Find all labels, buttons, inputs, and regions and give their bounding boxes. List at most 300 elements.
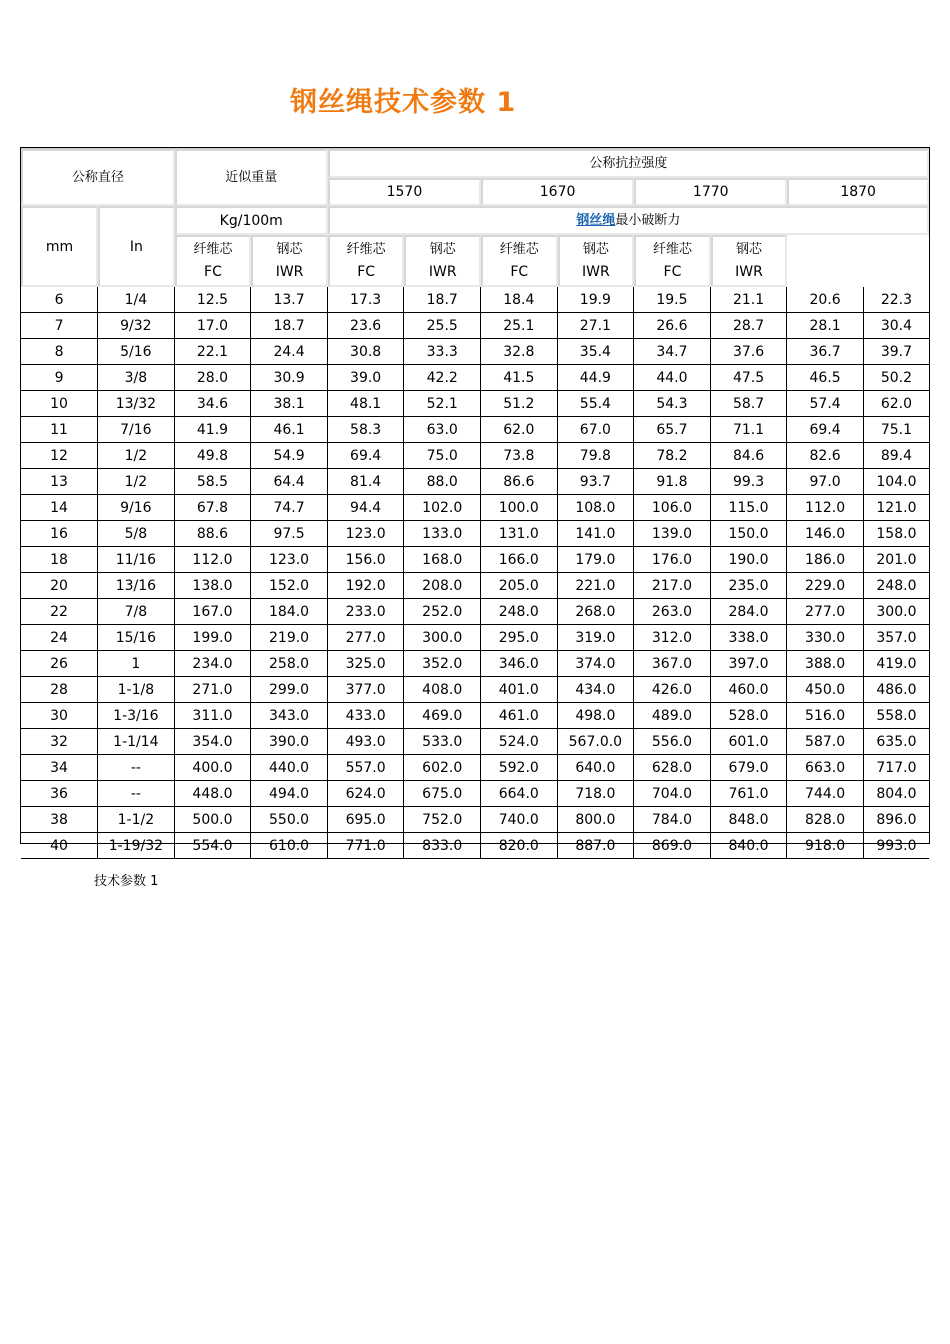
table-row (21, 625, 929, 651)
table-cell: 12 (21, 443, 98, 469)
table-cell: 41.5 (481, 365, 558, 391)
header-steel-core (251, 235, 328, 287)
table-cell: 434.0 (558, 677, 635, 703)
table-cell: 93.7 (558, 469, 635, 495)
table-cell: 152.0 (251, 573, 328, 599)
table-cell: 201.0 (864, 547, 929, 573)
table-row (21, 729, 929, 755)
table-row (21, 833, 929, 859)
table-row (21, 677, 929, 703)
table-cell: 784.0 (634, 807, 711, 833)
table-cell: 25.1 (481, 313, 558, 339)
table-cell: 44.0 (634, 365, 711, 391)
table-cell: 133.0 (404, 521, 481, 547)
table-cell: -- (98, 755, 175, 781)
table-cell: 312.0 (634, 625, 711, 651)
table-cell: 14 (21, 495, 98, 521)
table-cell: 828.0 (787, 807, 864, 833)
table-cell: 524.0 (481, 729, 558, 755)
table-cell: 268.0 (558, 599, 635, 625)
table-cell: 7 (21, 313, 98, 339)
header-grade-1870: 1870 (787, 178, 929, 206)
table-cell: 190.0 (711, 547, 788, 573)
header-unit-in: In (98, 206, 175, 287)
table-row (21, 755, 929, 781)
table-cell: 86.6 (481, 469, 558, 495)
header-nominal-diameter: 公称直径 (21, 149, 175, 206)
table-cell: 7/8 (98, 599, 175, 625)
table-cell: 18.7 (404, 287, 481, 313)
table-cell: 1/2 (98, 469, 175, 495)
table-cell: -- (98, 781, 175, 807)
table-row (21, 573, 929, 599)
table-cell: 13/32 (98, 391, 175, 417)
table-cell: 94.4 (328, 495, 405, 521)
table-cell: 440.0 (251, 755, 328, 781)
table-cell: 34 (21, 755, 98, 781)
fiber-core-label: 纤维芯 (346, 242, 386, 257)
steel-core-code: IWR (735, 264, 763, 280)
table-cell: 106.0 (634, 495, 711, 521)
table-cell: 419.0 (864, 651, 929, 677)
table-cell: 48.1 (328, 391, 405, 417)
table-cell: 82.6 (787, 443, 864, 469)
table-cell: 3/8 (98, 365, 175, 391)
table-cell: 158.0 (864, 521, 929, 547)
table-cell: 587.0 (787, 729, 864, 755)
table-cell: 26 (21, 651, 98, 677)
table-cell: 896.0 (864, 807, 929, 833)
table-cell: 44.9 (558, 365, 635, 391)
table-cell: 38.1 (251, 391, 328, 417)
table-cell: 516.0 (787, 703, 864, 729)
header-steel-core (711, 235, 788, 287)
table-cell: 138.0 (175, 573, 252, 599)
table-cell: 46.5 (787, 365, 864, 391)
table-cell: 24 (21, 625, 98, 651)
table-cell: 295.0 (481, 625, 558, 651)
table-cell: 67.0 (558, 417, 635, 443)
table-cell: 42.2 (404, 365, 481, 391)
table-cell: 63.0 (404, 417, 481, 443)
table-row (21, 469, 929, 495)
table-cell: 49.8 (175, 443, 252, 469)
table-cell: 30.9 (251, 365, 328, 391)
table-cell: 36.7 (787, 339, 864, 365)
table-cell: 69.4 (328, 443, 405, 469)
fiber-core-code: FC (663, 264, 682, 280)
table-cell: 602.0 (404, 755, 481, 781)
page-title: 钢丝绳技术参数 1 (290, 87, 517, 118)
table-cell: 41.9 (175, 417, 252, 443)
table-cell: 176.0 (634, 547, 711, 573)
table-cell: 7/16 (98, 417, 175, 443)
table-cell: 21.1 (711, 287, 788, 313)
header-min-breaking-force-label: 最小破断力 (615, 212, 681, 228)
table-cell: 89.4 (864, 443, 929, 469)
table-cell: 426.0 (634, 677, 711, 703)
table-cell: 8 (21, 339, 98, 365)
table-cell: 752.0 (404, 807, 481, 833)
table-row (21, 521, 929, 547)
table-cell: 1/2 (98, 443, 175, 469)
table-cell: 217.0 (634, 573, 711, 599)
table-row (21, 339, 929, 365)
table-cell: 199.0 (175, 625, 252, 651)
table-cell: 1-19/32 (98, 833, 175, 859)
table-cell: 469.0 (404, 703, 481, 729)
table-cell: 284.0 (711, 599, 788, 625)
table-cell: 628.0 (634, 755, 711, 781)
table-cell: 408.0 (404, 677, 481, 703)
table-cell: 343.0 (251, 703, 328, 729)
table-cell: 567.0.0 (558, 729, 635, 755)
table-cell: 97.0 (787, 469, 864, 495)
steel-core-label: 钢芯 (582, 242, 609, 257)
fiber-core-label: 纤维芯 (499, 242, 539, 257)
table-cell: 88.6 (175, 521, 252, 547)
table-cell: 50.2 (864, 365, 929, 391)
table-cell: 64.4 (251, 469, 328, 495)
table-cell: 58.3 (328, 417, 405, 443)
table-cell: 32.8 (481, 339, 558, 365)
table-cell: 75.1 (864, 417, 929, 443)
table-cell: 5/8 (98, 521, 175, 547)
table-row (21, 365, 929, 391)
table-cell: 258.0 (251, 651, 328, 677)
table-cell: 6 (21, 287, 98, 313)
table-row (21, 651, 929, 677)
table-cell: 1-1/14 (98, 729, 175, 755)
table-row (21, 547, 929, 573)
steel-core-label: 钢芯 (429, 242, 456, 257)
table-cell: 112.0 (787, 495, 864, 521)
table-cell: 804.0 (864, 781, 929, 807)
table-row (21, 443, 929, 469)
table-cell: 397.0 (711, 651, 788, 677)
table-cell: 663.0 (787, 755, 864, 781)
table-cell: 494.0 (251, 781, 328, 807)
table-cell: 123.0 (328, 521, 405, 547)
header-steel-core (558, 235, 635, 287)
table-cell: 374.0 (558, 651, 635, 677)
table-cell: 19.9 (558, 287, 635, 313)
table-cell: 848.0 (711, 807, 788, 833)
table-cell: 601.0 (711, 729, 788, 755)
table-cell: 679.0 (711, 755, 788, 781)
table-cell: 330.0 (787, 625, 864, 651)
table-cell: 761.0 (711, 781, 788, 807)
header-grade-1670: 1670 (481, 178, 634, 206)
table-cell: 69.4 (787, 417, 864, 443)
table-cell: 500.0 (175, 807, 252, 833)
table-cell: 131.0 (481, 521, 558, 547)
table-cell: 1-1/2 (98, 807, 175, 833)
table-cell: 550.0 (251, 807, 328, 833)
table-cell: 141.0 (558, 521, 635, 547)
table-cell: 833.0 (404, 833, 481, 859)
table-cell: 221.0 (558, 573, 635, 599)
table-cell: 73.8 (481, 443, 558, 469)
steel-core-label: 钢芯 (276, 242, 303, 257)
table-cell: 624.0 (328, 781, 405, 807)
table-cell: 33.3 (404, 339, 481, 365)
table-cell: 820.0 (481, 833, 558, 859)
table-cell: 235.0 (711, 573, 788, 599)
table-cell: 15/16 (98, 625, 175, 651)
table-cell: 179.0 (558, 547, 635, 573)
table-cell: 51.2 (481, 391, 558, 417)
table-row (21, 391, 929, 417)
table-cell: 704.0 (634, 781, 711, 807)
table-cell: 25.5 (404, 313, 481, 339)
table-cell: 38 (21, 807, 98, 833)
table-cell: 717.0 (864, 755, 929, 781)
table-cell: 108.0 (558, 495, 635, 521)
table-row (21, 313, 929, 339)
table-cell: 62.0 (864, 391, 929, 417)
table-cell: 9 (21, 365, 98, 391)
table-cell: 9/16 (98, 495, 175, 521)
fiber-core-label: 纤维芯 (193, 242, 233, 257)
table-cell: 39.0 (328, 365, 405, 391)
table-cell: 79.8 (558, 443, 635, 469)
table-cell: 918.0 (787, 833, 864, 859)
table-cell: 167.0 (175, 599, 252, 625)
table-cell: 20.6 (787, 287, 864, 313)
table-cell: 1-1/8 (98, 677, 175, 703)
table-cell: 993.0 (864, 833, 929, 859)
table-cell: 205.0 (481, 573, 558, 599)
table-cell: 357.0 (864, 625, 929, 651)
footnote: 技术参数 1 (94, 874, 159, 889)
table-row (21, 417, 929, 443)
table-cell: 695.0 (328, 807, 405, 833)
table-cell: 99.3 (711, 469, 788, 495)
header-weight-unit: Kg/100m (175, 206, 328, 235)
header-fiber-core (328, 235, 405, 287)
table-cell: 16 (21, 521, 98, 547)
steel-core-code: IWR (428, 264, 457, 280)
table-cell: 55.4 (558, 391, 635, 417)
header-grade-1570: 1570 (328, 178, 481, 206)
table-cell: 184.0 (251, 599, 328, 625)
table-cell: 800.0 (558, 807, 635, 833)
table-cell: 46.1 (251, 417, 328, 443)
table-cell: 718.0 (558, 781, 635, 807)
header-steel-core (404, 235, 481, 287)
table-cell: 610.0 (251, 833, 328, 859)
table-cell: 71.1 (711, 417, 788, 443)
table-cell: 34.6 (175, 391, 252, 417)
table-cell: 84.6 (711, 443, 788, 469)
table-cell: 664.0 (481, 781, 558, 807)
table-cell: 528.0 (711, 703, 788, 729)
table-cell: 401.0 (481, 677, 558, 703)
table-cell: 17.0 (175, 313, 252, 339)
table-cell: 36 (21, 781, 98, 807)
table-row (21, 287, 929, 313)
table-cell: 635.0 (864, 729, 929, 755)
table-cell: 675.0 (404, 781, 481, 807)
table-cell: 97.5 (251, 521, 328, 547)
table-cell: 486.0 (864, 677, 929, 703)
table-cell: 32 (21, 729, 98, 755)
table-cell: 219.0 (251, 625, 328, 651)
table-cell: 150.0 (711, 521, 788, 547)
table-cell: 58.5 (175, 469, 252, 495)
header-approx-weight: 近似重量 (175, 149, 328, 206)
table-cell: 75.0 (404, 443, 481, 469)
header-fiber-core (175, 235, 252, 287)
table-cell: 17.3 (328, 287, 405, 313)
table-cell: 460.0 (711, 677, 788, 703)
table-cell: 299.0 (251, 677, 328, 703)
table-cell: 28 (21, 677, 98, 703)
table-cell: 352.0 (404, 651, 481, 677)
table-cell: 102.0 (404, 495, 481, 521)
table-cell: 30.8 (328, 339, 405, 365)
table-cell: 11/16 (98, 547, 175, 573)
table-cell: 35.4 (558, 339, 635, 365)
table-cell: 1 (98, 651, 175, 677)
table-cell: 104.0 (864, 469, 929, 495)
table-cell: 377.0 (328, 677, 405, 703)
table-cell: 74.7 (251, 495, 328, 521)
table-cell: 338.0 (711, 625, 788, 651)
table-cell: 18.7 (251, 313, 328, 339)
table-cell: 146.0 (787, 521, 864, 547)
table-cell: 34.7 (634, 339, 711, 365)
table-cell: 39.7 (864, 339, 929, 365)
table-cell: 40 (21, 833, 98, 859)
table-cell: 234.0 (175, 651, 252, 677)
table-cell: 20 (21, 573, 98, 599)
table-cell: 13.7 (251, 287, 328, 313)
table-cell: 233.0 (328, 599, 405, 625)
table-cell: 533.0 (404, 729, 481, 755)
table-cell: 5/16 (98, 339, 175, 365)
table-cell: 869.0 (634, 833, 711, 859)
table-cell: 556.0 (634, 729, 711, 755)
table-cell: 30 (21, 703, 98, 729)
table-cell: 1/4 (98, 287, 175, 313)
table-cell: 771.0 (328, 833, 405, 859)
table-cell: 1-3/16 (98, 703, 175, 729)
table-row (21, 703, 929, 729)
table-cell: 300.0 (404, 625, 481, 651)
table-cell: 390.0 (251, 729, 328, 755)
header-fiber-core (481, 235, 558, 287)
table-cell: 100.0 (481, 495, 558, 521)
table-cell: 166.0 (481, 547, 558, 573)
header-grade-1770: 1770 (634, 178, 787, 206)
table-cell: 248.0 (864, 573, 929, 599)
wire-rope-link[interactable]: 钢丝绳 (576, 212, 616, 228)
table-cell: 23.6 (328, 313, 405, 339)
table-cell: 13/16 (98, 573, 175, 599)
table-cell: 65.7 (634, 417, 711, 443)
table-cell: 115.0 (711, 495, 788, 521)
table-cell: 192.0 (328, 573, 405, 599)
table-cell: 28.0 (175, 365, 252, 391)
table-cell: 640.0 (558, 755, 635, 781)
header-fiber-core (634, 235, 711, 287)
table-cell: 62.0 (481, 417, 558, 443)
wire-rope-spec-table (21, 149, 929, 859)
table-cell: 27.1 (558, 313, 635, 339)
table-cell: 448.0 (175, 781, 252, 807)
table-cell: 367.0 (634, 651, 711, 677)
table-cell: 277.0 (787, 599, 864, 625)
table-cell: 311.0 (175, 703, 252, 729)
fiber-core-label: 纤维芯 (652, 242, 692, 257)
table-cell: 22.3 (864, 287, 929, 313)
steel-core-label: 钢芯 (736, 242, 763, 257)
table-cell: 461.0 (481, 703, 558, 729)
table-cell: 78.2 (634, 443, 711, 469)
table-cell: 277.0 (328, 625, 405, 651)
table-cell: 168.0 (404, 547, 481, 573)
table-cell: 30.4 (864, 313, 929, 339)
table-cell: 81.4 (328, 469, 405, 495)
table-cell: 58.7 (711, 391, 788, 417)
table-cell: 24.4 (251, 339, 328, 365)
table-cell: 300.0 (864, 599, 929, 625)
table-cell: 554.0 (175, 833, 252, 859)
table-cell: 489.0 (634, 703, 711, 729)
table-cell: 26.6 (634, 313, 711, 339)
table-cell: 248.0 (481, 599, 558, 625)
table-cell: 558.0 (864, 703, 929, 729)
table-cell: 271.0 (175, 677, 252, 703)
table-cell: 400.0 (175, 755, 252, 781)
table-cell: 592.0 (481, 755, 558, 781)
table-cell: 346.0 (481, 651, 558, 677)
table-cell: 52.1 (404, 391, 481, 417)
table-cell: 740.0 (481, 807, 558, 833)
table-cell: 498.0 (558, 703, 635, 729)
table-cell: 67.8 (175, 495, 252, 521)
table-cell: 252.0 (404, 599, 481, 625)
table-cell: 744.0 (787, 781, 864, 807)
table-cell: 10 (21, 391, 98, 417)
steel-core-code: IWR (582, 264, 610, 280)
table-row (21, 781, 929, 807)
table-cell: 388.0 (787, 651, 864, 677)
table-row (21, 599, 929, 625)
table-cell: 354.0 (175, 729, 252, 755)
table-cell: 229.0 (787, 573, 864, 599)
fiber-core-code: FC (204, 264, 222, 280)
table-cell: 37.6 (711, 339, 788, 365)
table-cell: 91.8 (634, 469, 711, 495)
table-cell: 139.0 (634, 521, 711, 547)
fiber-core-code: FC (510, 264, 529, 280)
table-cell: 450.0 (787, 677, 864, 703)
table-cell: 18 (21, 547, 98, 573)
table-cell: 28.7 (711, 313, 788, 339)
table-cell: 557.0 (328, 755, 405, 781)
table-cell: 121.0 (864, 495, 929, 521)
table-cell: 319.0 (558, 625, 635, 651)
table-row (21, 495, 929, 521)
table-cell: 156.0 (328, 547, 405, 573)
steel-core-code: IWR (275, 264, 304, 280)
header-min-breaking-force (328, 206, 929, 235)
table-cell: 887.0 (558, 833, 635, 859)
table-cell: 840.0 (711, 833, 788, 859)
